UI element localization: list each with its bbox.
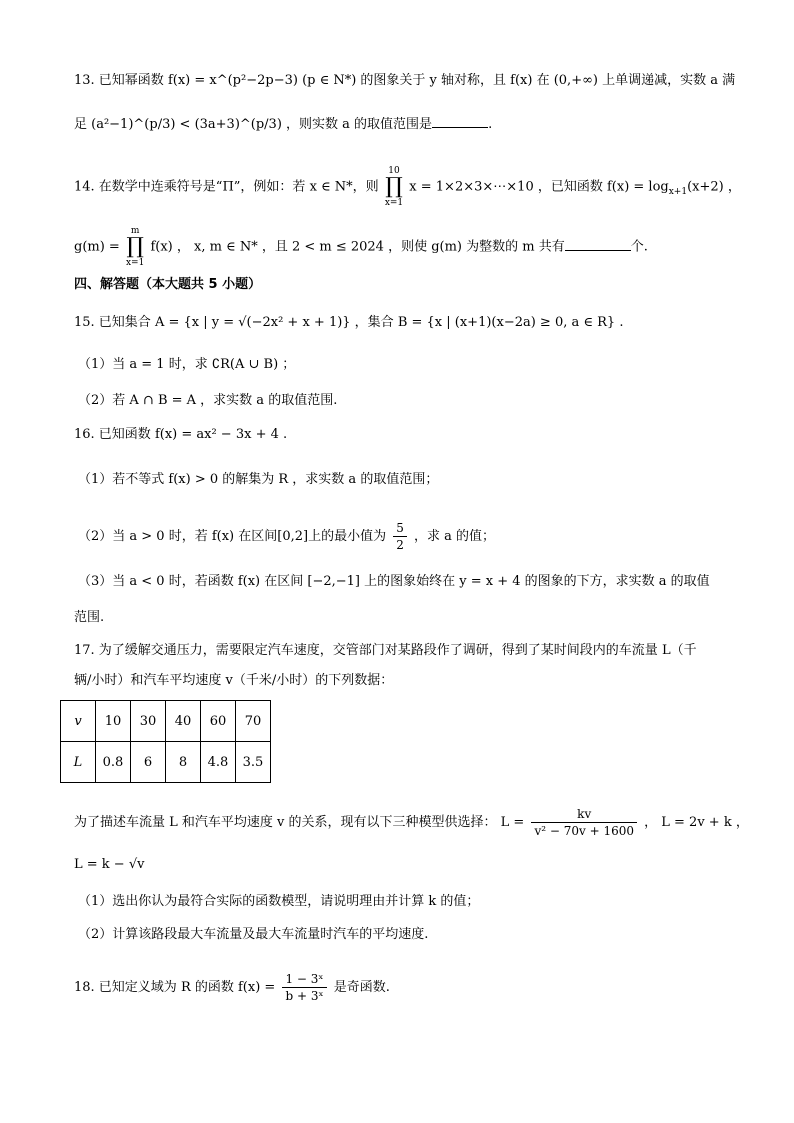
q16-part2a: （2）当 a > 0 时，若 f(x) 在区间[0,2]上的最小值为 [78, 529, 387, 544]
q14-log-base: x+1 [668, 187, 688, 198]
q17-models-line [74, 806, 749, 839]
q17-model1-num: kv [531, 806, 637, 823]
q17-model1-fraction [531, 806, 637, 839]
q14-prod2-bottom: x=1 [125, 258, 145, 268]
speed-flow-table [60, 700, 271, 783]
q17-models-a: 为了描述车流量 L 和汽车平均速度 v 的关系，现有以下三种模型供选择： L = [74, 815, 525, 830]
table-cell: 0.8 [96, 742, 131, 783]
q17-part2: （2）计算该路段最大车流量及最大车流量时汽车的平均速度. [78, 927, 429, 942]
q16-part2 [78, 520, 495, 553]
q18-frac-den: b + 3ˣ [285, 989, 324, 1003]
q16-part3: （3）当 a < 0 时，若函数 f(x) 在区间 [−2,−1] 上的图象始终在 y = x + 4 的图象的下方，求实数 a 的取值 [78, 574, 710, 589]
q13-line2a: 足 (a²−1)^(p/3) < (3a+3)^(p/3) ，则实数 a 的取值范围是 [74, 117, 433, 132]
q17-model3: L = k − √v [74, 857, 145, 872]
table-row [61, 742, 271, 783]
q17-line2: 辆/小时）和汽车平均速度 v（千米/小时）的下列数据： [74, 673, 394, 688]
q16-fraction [393, 520, 407, 553]
q16-part1: （1）若不等式 f(x) > 0 的解集为 R ，求实数 a 的取值范围； [78, 472, 439, 487]
q16-part2b: ，求 a 的值； [414, 529, 496, 544]
q17-line1: 17. 为了缓解交通压力，需要限定汽车速度，交管部门对某路段作了调研，得到了某时间段内的车流量 L（千 [74, 643, 697, 658]
q14-line1b: x = 1×2×3×⋯×10 ，已知函数 f(x) = log [409, 179, 669, 195]
table-cell: 30 [131, 701, 166, 742]
q14-product-symbol-1 [385, 166, 403, 208]
q17-models-b: ， L = 2v + k ， [644, 815, 749, 830]
table-row [61, 701, 271, 742]
q18-fraction [282, 971, 326, 1004]
q14-prod2-top: m [130, 226, 140, 236]
q16-part3-cont: 范围. [74, 610, 105, 625]
product-icon: ∏ [385, 174, 403, 199]
q14-line2 [74, 226, 648, 268]
q18-stem [74, 971, 390, 1004]
q17-part1: （1）选出你认为最符合实际的函数模型，请说明理由并计算 k 的值； [78, 894, 480, 909]
section-heading: 四、解答题（本大题共 5 小题） [74, 277, 262, 292]
q15-part1: （1）当 a = 1 时，求 ∁R(A ∪ B) ； [78, 357, 296, 372]
table-cell: 6 [131, 742, 166, 783]
q18-stem-a: 18. 已知定义域为 R 的函数 f(x) = [74, 980, 276, 995]
table-cell: 60 [201, 701, 236, 742]
q17-model1-den: v² − 70v + 1600 [534, 824, 634, 838]
table-cell: 10 [96, 701, 131, 742]
q14-answer-blank[interactable] [565, 236, 631, 251]
q14-line1 [74, 166, 741, 208]
table-cell: 40 [166, 701, 201, 742]
q14-line1a: 14. 在数学中连乘符号是“Π”，例如：若 x ∈ N*，则 [74, 179, 379, 195]
q13-answer-blank[interactable] [432, 113, 488, 128]
q14-line2c: 个. [630, 239, 648, 255]
table-header-cell: v [61, 701, 96, 742]
q13-line2 [74, 113, 492, 135]
q14-line2b: f(x) ， x, m ∈ N* ，且 2 < m ≤ 2024 ，则使 g(m) 为整数的 m 共有 [150, 239, 565, 255]
q18-stem-b: 是奇函数. [333, 980, 390, 995]
q16-frac-den: 2 [396, 538, 404, 552]
table-cell: 4.8 [201, 742, 236, 783]
q14-prod1-top: 10 [388, 166, 400, 176]
q15-stem: 15. 已知集合 A = {x | y = √(−2x² + x + 1)} ，集合 B = {x | (x+1)(x−2a) ≥ 0, a ∈ R} . [74, 315, 624, 330]
q14-prod1-bottom: x=1 [384, 198, 404, 208]
q16-frac-num: 5 [393, 520, 407, 537]
q14-product-symbol-2 [126, 226, 144, 268]
q13-line1: 13. 已知幂函数 f(x) = x^(p²−2p−3) (p ∈ N*) 的图象关于 y 轴对称，且 f(x) 在 (0,+∞) 上单调递减，实数 a 满 [74, 73, 736, 88]
q14-line2a: g(m) = [74, 239, 120, 255]
q15-part2: （2）若 A ∩ B = A ，求实数 a 的取值范围. [78, 393, 338, 408]
q16-stem: 16. 已知函数 f(x) = ax² − 3x + 4 . [74, 427, 288, 442]
q13-line2b: . [488, 117, 493, 132]
q14-line1c: (x+2) ， [687, 179, 741, 195]
table-cell: 8 [166, 742, 201, 783]
table-cell: 3.5 [236, 742, 271, 783]
table-cell: 70 [236, 701, 271, 742]
table-header-cell: L [61, 742, 96, 783]
q18-frac-num: 1 − 3ˣ [282, 971, 326, 988]
product-icon: ∏ [126, 234, 144, 259]
